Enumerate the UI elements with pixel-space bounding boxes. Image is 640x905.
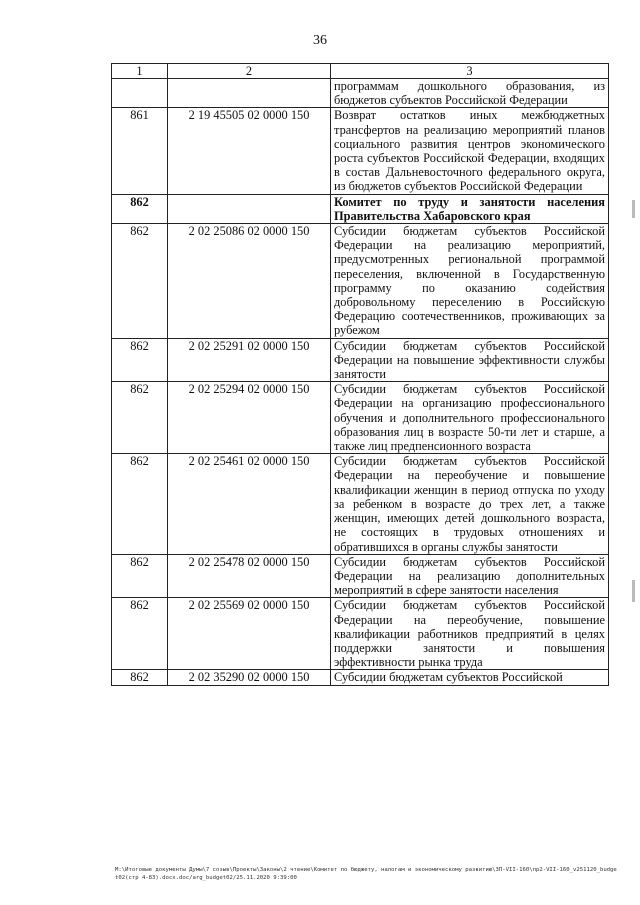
table-header-row [112, 64, 609, 79]
admin-code-cell: 862 [112, 454, 168, 554]
scan-edge-mark [632, 200, 635, 218]
table-row [112, 224, 609, 339]
budget-code-cell: 2 02 25294 02 0000 150 [168, 382, 331, 454]
budget-code-cell [168, 194, 331, 223]
budget-classification-table [111, 63, 609, 686]
description-cell: Субсидии бюджетам субъектов Российской Федерации на реализацию мероприятий, предусмотренных региональной программой переселения, включенной в Государственную программу по оказанию содействия добровольному переселению в Российскую Федерацию соотечественников, проживающих за рубежом [331, 224, 609, 339]
table-row [112, 554, 609, 598]
header-col-1: 1 [112, 64, 168, 79]
page-number: 36 [313, 33, 327, 48]
table-row [112, 382, 609, 454]
header-col-3: 3 [331, 64, 609, 79]
scan-edge-mark [632, 580, 635, 602]
budget-code-cell [168, 79, 331, 108]
admin-code-cell: 862 [112, 194, 168, 223]
description-cell: Возврат остатков иных межбюджетных трансфертов на реализацию мероприятий планов социального развития центров экономического роста субъектов Российской Федерации, входящих в состав Дальневосточного федерального округа, из бюджетов субъектов Российской Федерации [331, 108, 609, 194]
budget-code-cell: 2 02 25461 02 0000 150 [168, 454, 331, 554]
table-row [112, 108, 609, 194]
description-cell: Субсидии бюджетам субъектов Российской Федерации на переобучение, повышение квалификации работников предприятий в целях поддержки занятости и повышения эффективности рынка труда [331, 598, 609, 670]
budget-code-cell: 2 02 25478 02 0000 150 [168, 554, 331, 598]
admin-code-cell: 861 [112, 108, 168, 194]
admin-code-cell: 862 [112, 554, 168, 598]
table-row [112, 670, 609, 685]
budget-code-cell: 2 19 45505 02 0000 150 [168, 108, 331, 194]
admin-code-cell: 862 [112, 670, 168, 685]
description-cell: программам дошкольного образования, из бюджетов субъектов Российской Федерации [331, 79, 609, 108]
admin-code-cell: 862 [112, 224, 168, 339]
budget-code-cell: 2 02 25569 02 0000 150 [168, 598, 331, 670]
budget-code-cell: 2 02 25086 02 0000 150 [168, 224, 331, 339]
budget-code-cell: 2 02 25291 02 0000 150 [168, 338, 331, 382]
description-cell: Субсидии бюджетам субъектов Российской Федерации на повышение эффективности службы занятости [331, 338, 609, 382]
description-cell: Субсидии бюджетам субъектов Российской Федерации на реализацию дополнительных мероприятий в сфере занятости населения [331, 554, 609, 598]
budget-code-cell: 2 02 35290 02 0000 150 [168, 670, 331, 685]
admin-code-cell: 862 [112, 382, 168, 454]
description-cell: Комитет по труду и занятости населения Правительства Хабаровского края [331, 194, 609, 223]
header-col-2: 2 [168, 64, 331, 79]
admin-code-cell [112, 79, 168, 108]
table-row [112, 338, 609, 382]
description-cell: Субсидии бюджетам субъектов Российской Федерации на переобучение и повышение квалификации женщин в период отпуска по уходу за ребенком в возрасте до трех лет, а также женщин, имеющих детей дошкольного возраста, не состоящих в трудовых отношениях и обратившихся в органы службы занятости [331, 454, 609, 554]
table-row [112, 194, 609, 223]
table-row [112, 79, 609, 108]
table-row [112, 598, 609, 670]
table-row [112, 454, 609, 554]
document-footer-path: M:\Итоговые документы Думы\7 созыв\Проекты\Законы\2 чтение\Комитет по бюджету, налогам и экономическому развитию\ЗП-VII-160\пр2-VII-160_v251120_budget02(стр 4-83).docx.doc/arg_budget02/25.11.2020 9:39:00 [115, 867, 617, 881]
description-cell: Субсидии бюджетам субъектов Российской Федерации на организацию профессионального обучения и дополнительного профессионального образования лиц в возрасте 50-ти лет и старше, а также лиц предпенсионного возраста [331, 382, 609, 454]
admin-code-cell: 862 [112, 598, 168, 670]
admin-code-cell: 862 [112, 338, 168, 382]
description-cell: Субсидии бюджетам субъектов Российской [331, 670, 609, 685]
